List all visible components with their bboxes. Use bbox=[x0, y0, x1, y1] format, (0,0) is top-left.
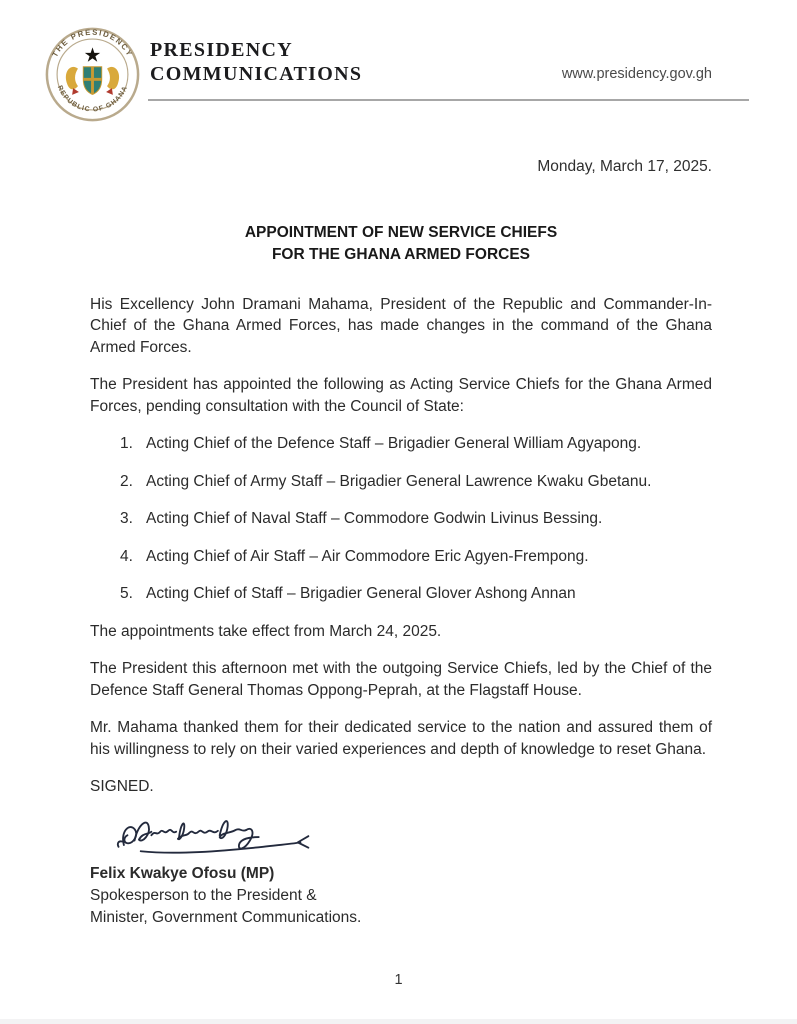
list-item-number: 3. bbox=[120, 510, 133, 527]
signatory-role-line1: Spokesperson to the President & bbox=[90, 886, 317, 904]
list-item bbox=[90, 471, 712, 493]
list-item bbox=[90, 433, 712, 455]
list-item-text: Acting Chief of Air Staff – Air Commodore Eric Agyen-Frempong. bbox=[146, 547, 589, 565]
website-url: www.presidency.gov.gh bbox=[561, 66, 712, 82]
list-item-number: 5. bbox=[120, 585, 133, 602]
list-item-text: Acting Chief of Naval Staff – Commodore Godwin Livinus Bessing. bbox=[146, 510, 603, 527]
signed-label: SIGNED. bbox=[90, 778, 154, 795]
signatory-name: Felix Kwakye Ofosu (MP) bbox=[90, 864, 275, 882]
list-item-text: Acting Chief of the Defence Staff – Brigadier General William Agyapong. bbox=[146, 435, 642, 452]
paragraph-thanks: Mr. Mahama thanked them for their dedicated service to the nation and assured them of his willingness to rely on their varied experiences and depth of knowledge to reset Ghana. bbox=[90, 719, 712, 758]
paragraph-appointments: The President has appointed the following as Acting Service Chiefs for the Ghana Armed Forces, pending consultation with the Council of State: bbox=[90, 376, 712, 415]
document-title-line2: FOR THE GHANA ARMED FORCES bbox=[271, 245, 531, 263]
seal-top-text: THE PRESIDENCY bbox=[50, 27, 135, 59]
list-item-number: 2. bbox=[120, 472, 133, 490]
signatory-role-line2: Minister, Government Communications. bbox=[90, 909, 362, 926]
coat-of-arms-icon bbox=[66, 47, 119, 95]
list-item-number: 1. bbox=[120, 435, 133, 452]
list-item bbox=[90, 583, 712, 605]
paragraph-intro: His Excellency John Dramani Mahama, President of the Republic and Commander-In-Chief of the Ghana Armed Forces, has made changes in the command of the Ghana Armed Forces. bbox=[90, 295, 712, 356]
document-date: Monday, March 17, 2025. bbox=[537, 158, 712, 175]
document-body bbox=[90, 140, 712, 930]
page-number: 1 bbox=[394, 972, 403, 988]
page-bottom-edge bbox=[0, 1019, 797, 1024]
header-divider bbox=[148, 99, 749, 101]
document-title-line1: APPOINTMENT OF NEW SERVICE CHIEFS bbox=[244, 223, 558, 241]
org-title-line1: PRESIDENCY bbox=[150, 39, 294, 61]
service-chiefs-list bbox=[90, 433, 712, 605]
seal-bottom-text: REPUBLIC OF GHANA bbox=[55, 84, 130, 114]
ghana-presidency-seal bbox=[44, 26, 141, 123]
list-item bbox=[90, 508, 712, 530]
paragraph-meeting: The President this afternoon met with the outgoing Service Chiefs, led by the Chief of the Defence Staff General Thomas Oppong-Peprah, at the Flagstaff House. bbox=[90, 660, 712, 699]
handwritten-signature bbox=[100, 806, 350, 861]
org-title bbox=[150, 38, 362, 86]
list-item bbox=[90, 546, 712, 568]
list-item-text: Acting Chief of Staff – Brigadier General Glover Ashong Annan bbox=[146, 585, 576, 602]
paragraph-effective-date: The appointments take effect from March 24, 2025. bbox=[90, 622, 442, 640]
document-title bbox=[90, 222, 712, 266]
org-title-line2: COMMUNICATIONS bbox=[150, 63, 363, 85]
list-item-text: Acting Chief of Army Staff – Brigadier General Lawrence Kwaku Gbetanu. bbox=[146, 472, 652, 490]
list-item-number: 4. bbox=[120, 547, 133, 565]
